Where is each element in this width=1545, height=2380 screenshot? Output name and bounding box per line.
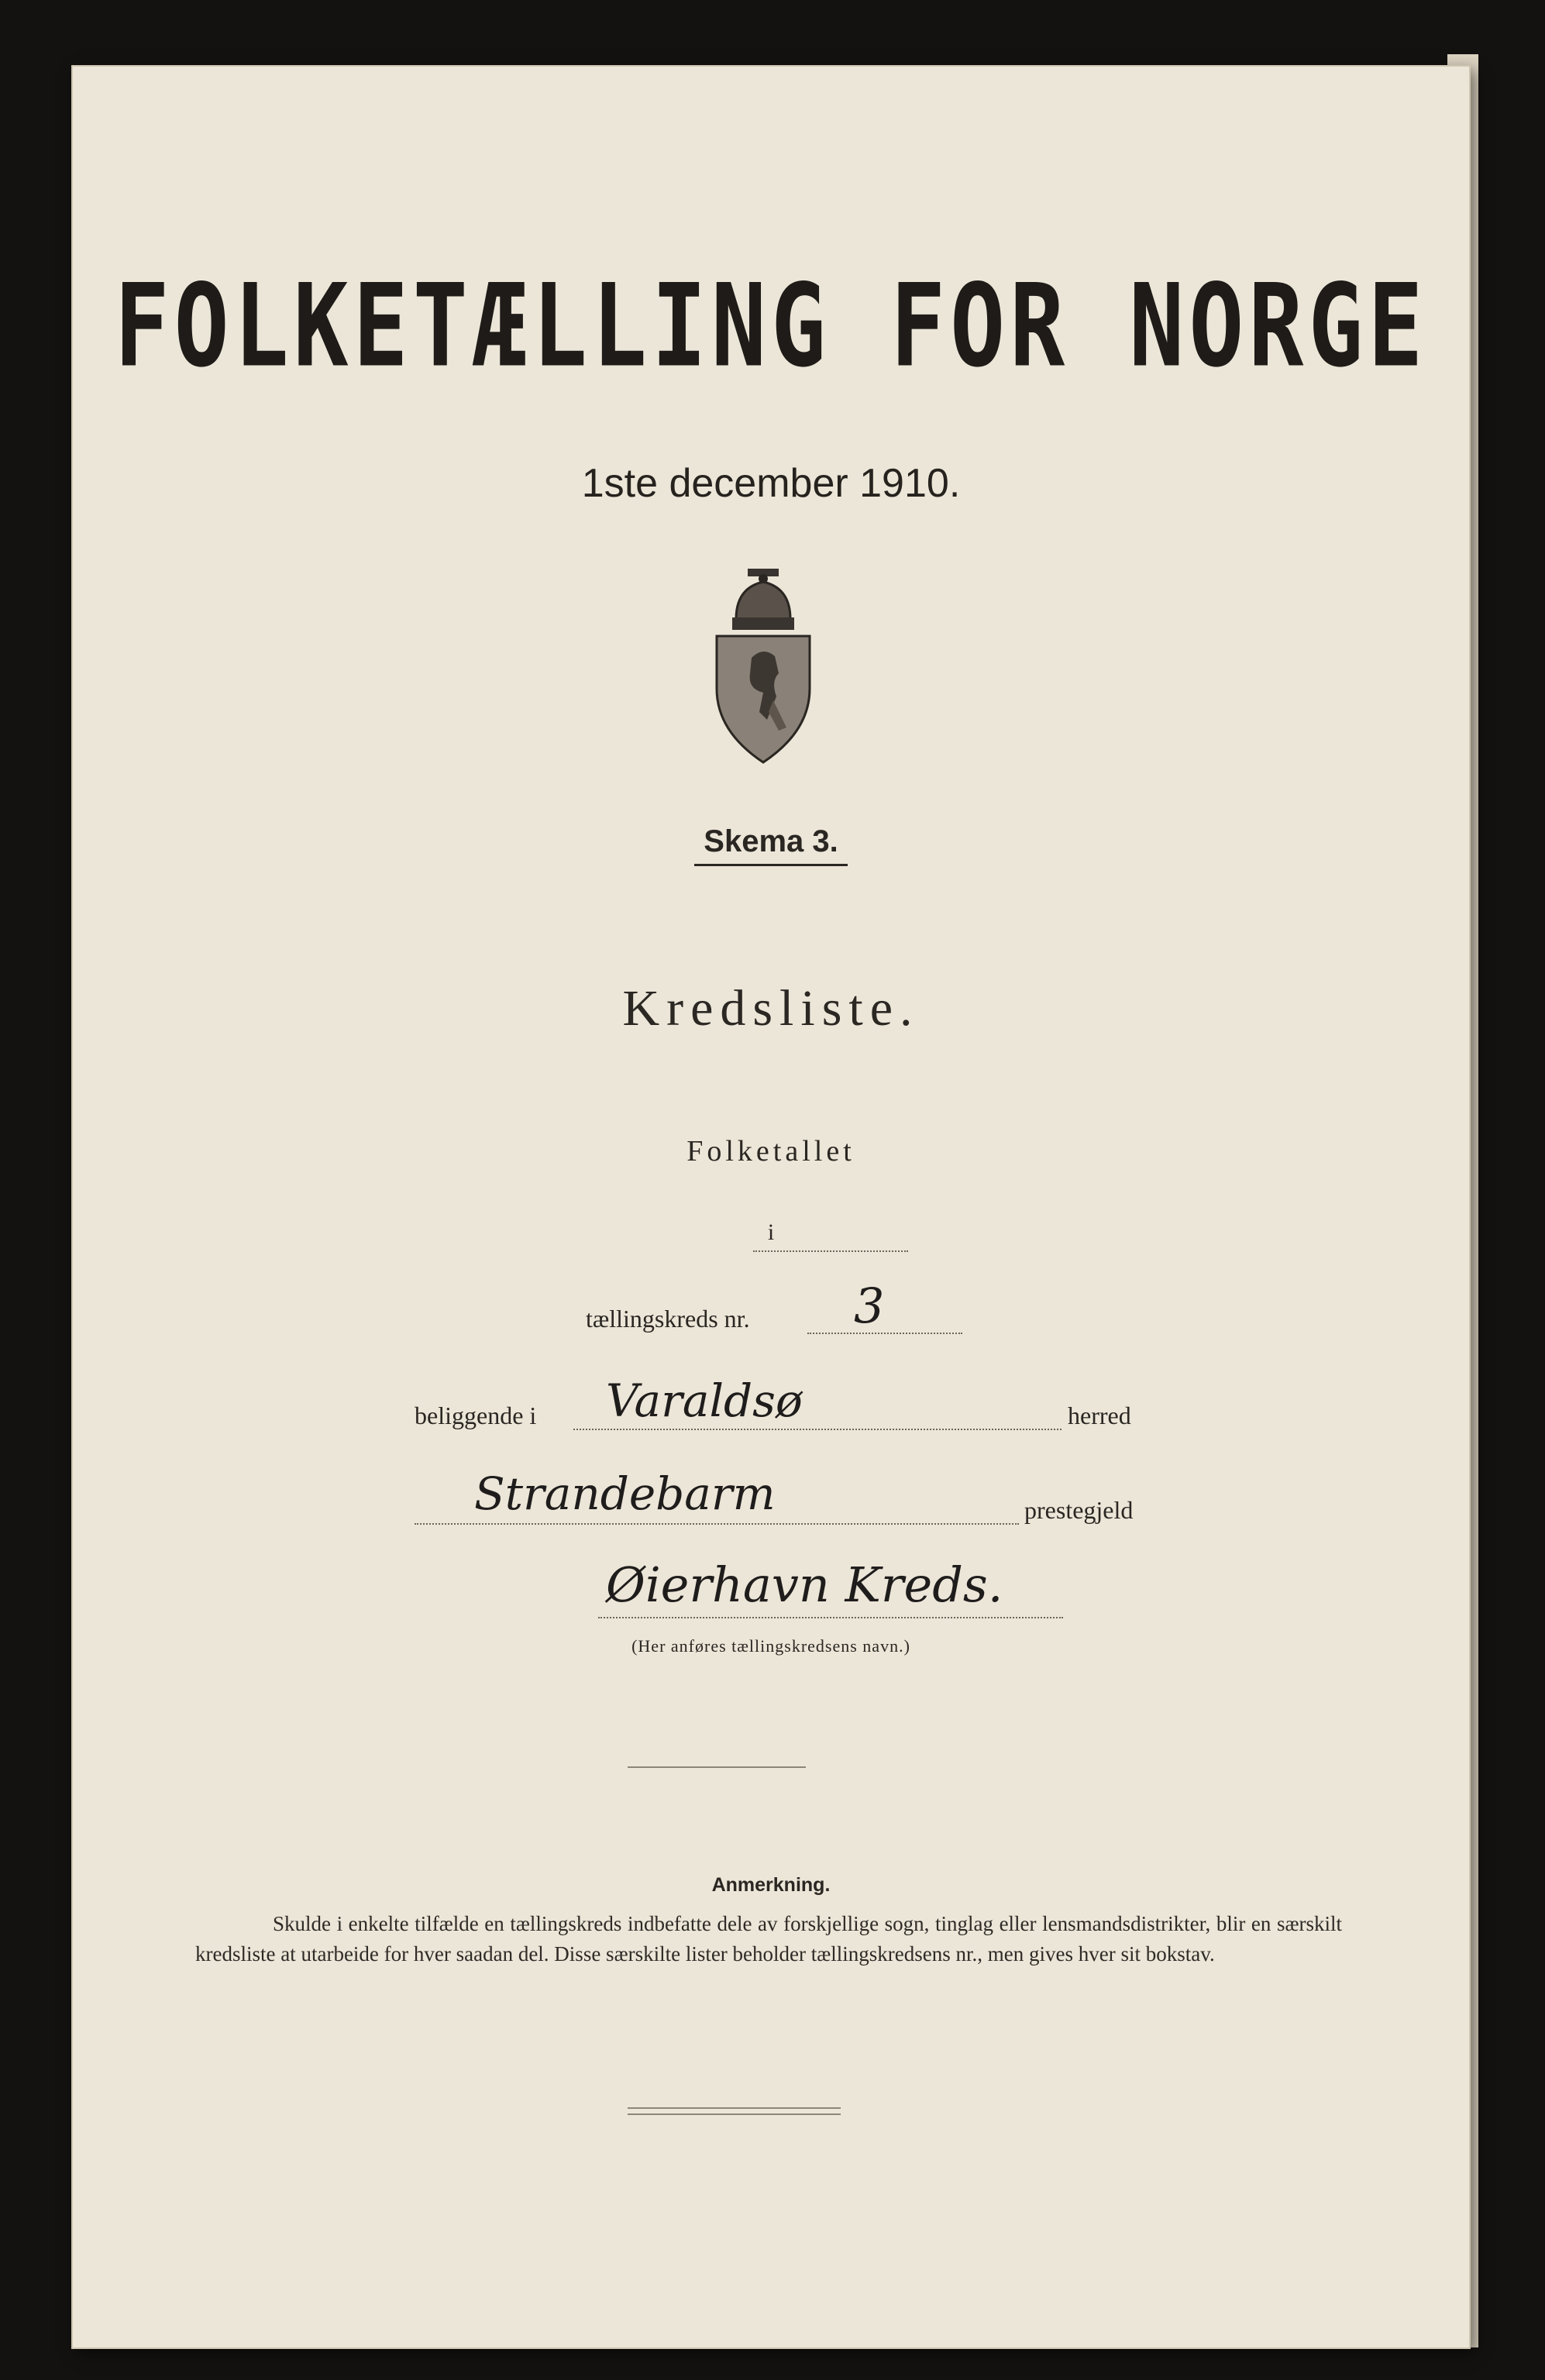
schema-number — [71, 824, 1471, 866]
coat-of-arms-icon — [705, 565, 821, 766]
note-title: Anmerkning. — [711, 1874, 831, 1896]
census-form-page — [71, 65, 1471, 2349]
parish-suffix: prestegjeld — [1024, 1496, 1134, 1524]
municipality-suffix: herred — [1068, 1402, 1131, 1429]
form-date: 1ste december 1910. — [581, 461, 961, 506]
district-number-value: 3 — [854, 1278, 885, 1334]
form-heading: Kredsliste. — [622, 980, 920, 1037]
located-label: beliggende i — [415, 1402, 537, 1429]
district-name-value: Øierhavn Kreds. — [606, 1556, 1003, 1613]
population-label: Folketallet — [686, 1135, 855, 1168]
in-field-line — [753, 1250, 908, 1252]
parish-line — [415, 1523, 1019, 1525]
municipality-line — [573, 1429, 1062, 1430]
footer-rule-top — [628, 2107, 841, 2109]
municipality-value: Varaldsø — [606, 1374, 803, 1427]
district-name-note: (Her anføres tællingskredsens navn.) — [631, 1636, 910, 1656]
district-name-line — [598, 1617, 1063, 1618]
district-number-label: tællingskreds nr. — [586, 1305, 750, 1333]
note-text: Skulde i enkelte tilfælde en tællingskreds indbefatte dele av forskjellige sogn, tinglag eller lensmandsdistrikter, blir en særskilt kredsliste at utarbeide for hver saadan del. Disse særskilte lister beholder tællingskredsens nr., men gives hver sit bokstav. — [195, 1912, 1342, 1966]
district-number-line — [807, 1333, 962, 1334]
note-body — [195, 1909, 1342, 1969]
divider — [628, 1766, 806, 1768]
form-title: FOLKETÆLLING FOR NORGE — [114, 259, 1428, 393]
schema-label: Skema 3. — [694, 824, 847, 866]
in-label: i — [767, 1219, 775, 1245]
footer-rule-bottom — [628, 2113, 841, 2115]
parish-value: Strandebarm — [474, 1467, 776, 1520]
